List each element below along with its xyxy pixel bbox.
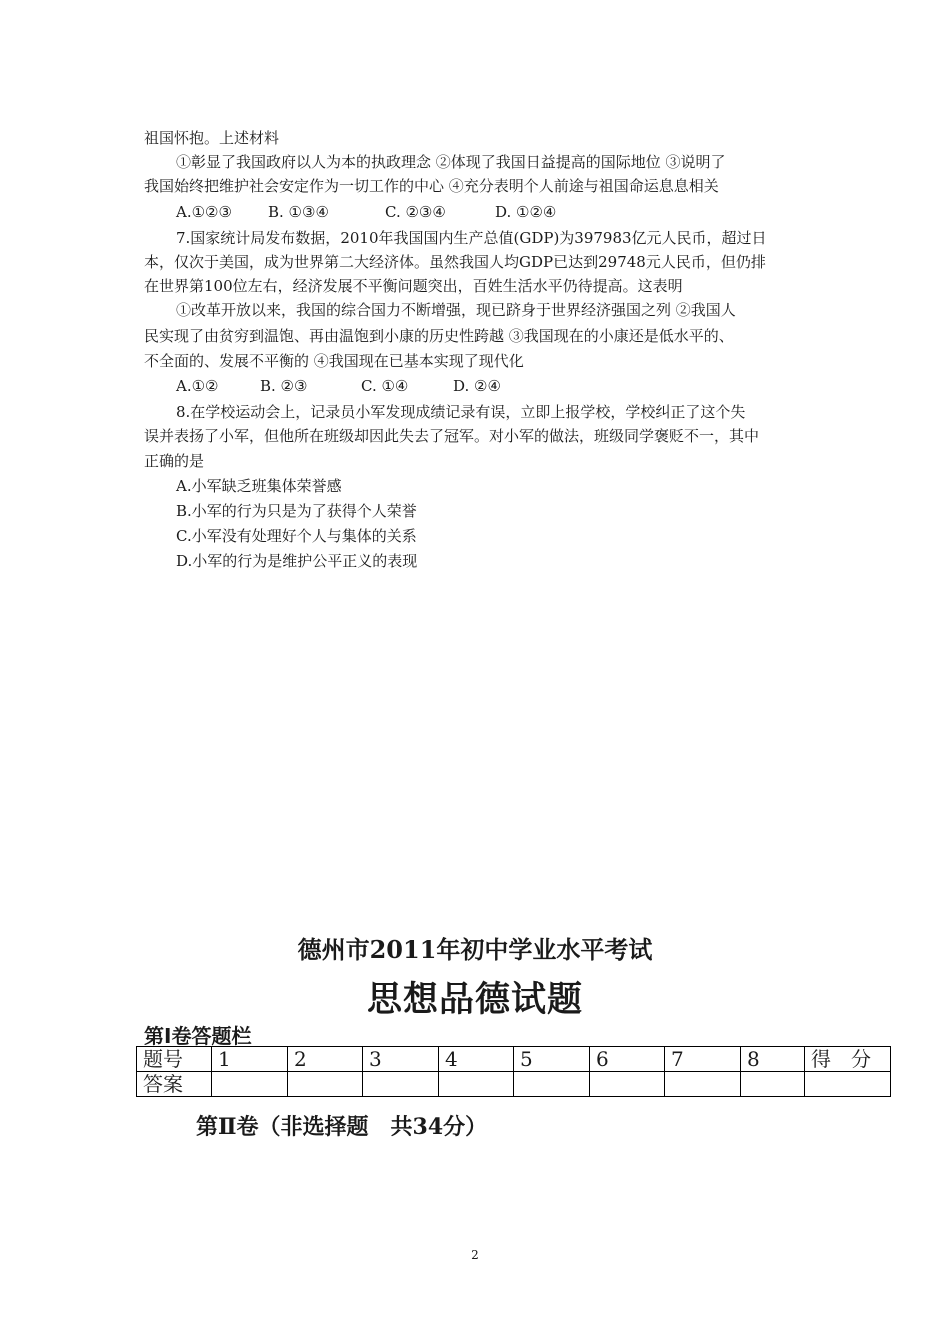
- page-number: 2: [471, 1248, 479, 1262]
- q7-statements-line-1: ①改革开放以来，我国的综合国力不断增强，现已跻身于世界经济强国之列 ②我国人: [176, 301, 736, 319]
- q8-option-a: A.小军缺乏班集体荣誉感: [176, 477, 342, 495]
- answer-bar-label: 第Ⅰ卷答题栏: [144, 1024, 252, 1048]
- answer-table-header-row: [137, 1047, 891, 1072]
- answer-table-header-cell: 8: [741, 1047, 805, 1072]
- answer-cell[interactable]: [665, 1072, 741, 1097]
- q7-option-c: C. ①④: [361, 377, 409, 395]
- answer-table-header-cell: 2: [288, 1047, 363, 1072]
- q6-option-a: A.①②③: [176, 203, 232, 221]
- q7-statements-line-3: 不全面的、发展不平衡的 ④我国现在已基本实现了现代化: [144, 352, 524, 370]
- q6-statements-line-1: ①彰显了我国政府以人为本的执政理念 ②体现了我国日益提高的国际地位 ③说明了: [176, 153, 726, 171]
- score-cell[interactable]: [805, 1072, 891, 1097]
- answer-cell[interactable]: [439, 1072, 514, 1097]
- q6-statements-line-2: 我国始终把维护社会安定作为一切工作的中心 ④充分表明个人前途与祖国命运息息相关: [144, 177, 719, 195]
- answer-cell[interactable]: [288, 1072, 363, 1097]
- answer-table-header-cell: 1: [212, 1047, 288, 1072]
- answer-table-header-cell: 6: [590, 1047, 665, 1072]
- answer-table-header-label: 题号: [137, 1047, 212, 1072]
- q7-stem-line-3: 在世界第100位左右，经济发展不平衡问题突出，百姓生活水平仍待提高。这表明: [144, 277, 683, 295]
- q7-option-d: D. ②④: [453, 377, 501, 395]
- exam-title: 德州市2011年初中学业水平考试: [297, 935, 653, 964]
- q7-option-b: B. ②③: [260, 377, 308, 395]
- answer-row-label: 答案: [137, 1072, 212, 1097]
- q6-option-d: D. ①②④: [495, 203, 557, 221]
- part-2-heading: 第Ⅱ卷（非选择题 共34分）: [196, 1114, 488, 1140]
- q8-stem-line-1: 8.在学校运动会上，记录员小军发现成绩记录有误，立即上报学校，学校纠正了这个失: [176, 403, 746, 421]
- answer-table: [136, 1046, 891, 1097]
- q7-stem-line-1: 7.国家统计局发布数据，2010年我国国内生产总值(GDP)为397983亿元人民币，超过日: [176, 229, 767, 247]
- q7-stem-line-2: 本，仅次于美国，成为世界第二大经济体。虽然我国人均GDP已达到29748元人民币，但仍排: [144, 253, 766, 271]
- answer-cell[interactable]: [514, 1072, 590, 1097]
- q8-stem-line-2: 误并表扬了小军，但他所在班级却因此失去了冠军。对小军的做法，班级同学褒贬不一，其中: [144, 427, 760, 445]
- answer-cell[interactable]: [363, 1072, 439, 1097]
- q6-option-c: C. ②③④: [385, 203, 446, 221]
- q7-option-a: A.①②: [176, 377, 219, 395]
- q8-option-b: B.小军的行为只是为了获得个人荣誉: [176, 502, 417, 520]
- q6-material-tail: 祖国怀抱。上述材料: [144, 129, 280, 147]
- answer-cell[interactable]: [212, 1072, 288, 1097]
- q8-option-c: C.小军没有处理好个人与集体的关系: [176, 527, 417, 545]
- answer-table-header-cell: 5: [514, 1047, 590, 1072]
- answer-table-header-cell: 4: [439, 1047, 514, 1072]
- q6-options: [176, 200, 556, 224]
- q8-option-d: D.小军的行为是维护公平正义的表现: [176, 552, 418, 570]
- answer-table-score-header: 得 分: [805, 1047, 891, 1072]
- q8-stem-line-3: 正确的是: [144, 452, 205, 470]
- q7-options: [176, 374, 501, 398]
- q6-option-b: B. ①③④: [268, 203, 329, 221]
- q7-statements-line-2: 民实现了由贫穷到温饱、再由温饱到小康的历史性跨越 ③我国现在的小康还是低水平的、: [144, 327, 734, 345]
- answer-table-header-cell: 7: [665, 1047, 741, 1072]
- exam-subject-title: 思想品德试题: [366, 980, 583, 1020]
- answer-table-answer-row: [137, 1072, 891, 1097]
- answer-cell[interactable]: [741, 1072, 805, 1097]
- answer-table-header-cell: 3: [363, 1047, 439, 1072]
- answer-cell[interactable]: [590, 1072, 665, 1097]
